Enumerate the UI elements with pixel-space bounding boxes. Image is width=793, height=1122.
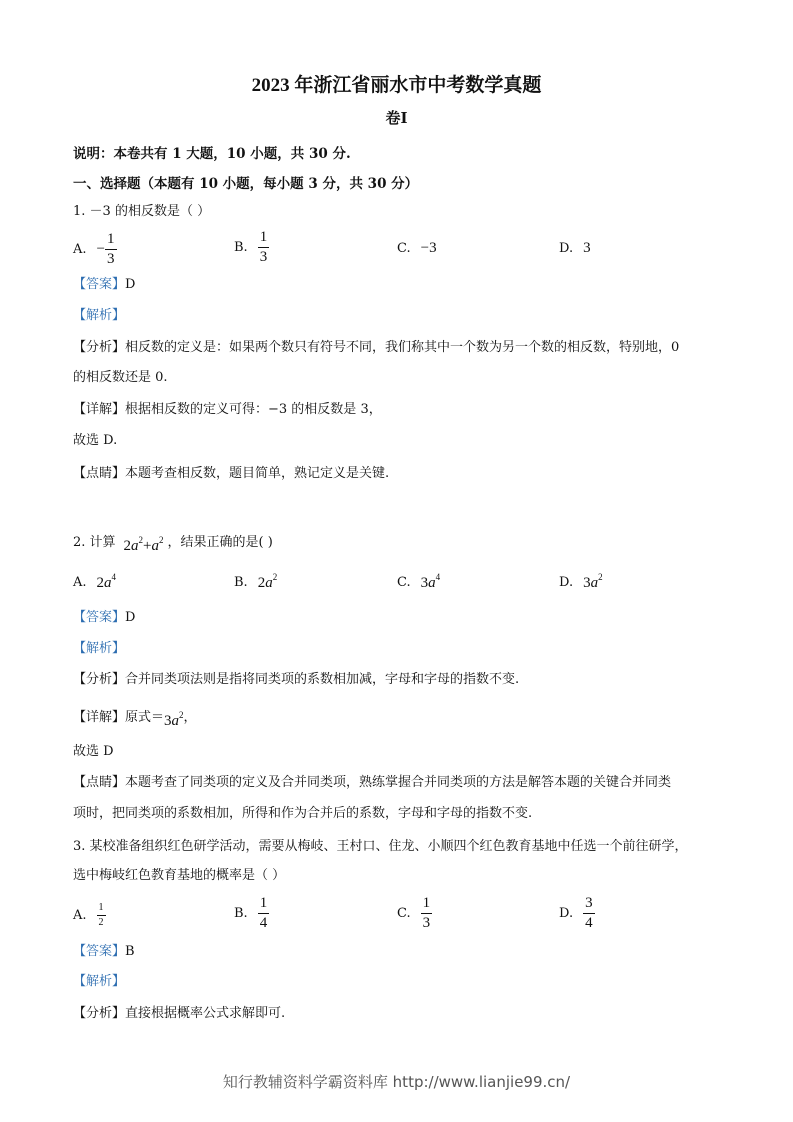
option-label: A. xyxy=(73,242,87,257)
minus-sign: − xyxy=(96,241,105,257)
numerator: 1 xyxy=(105,232,117,250)
expression xyxy=(124,531,164,555)
q3-option-b xyxy=(234,896,269,931)
fenxi-text: 直接根据概率公式求解即可. xyxy=(125,1006,286,1021)
q2-fenxi xyxy=(73,671,519,689)
xiangjie-prefix: 原式＝ xyxy=(125,710,165,725)
q2-option-b xyxy=(234,572,277,592)
exponent: 2 xyxy=(598,572,603,582)
option-value: 3 xyxy=(583,240,591,256)
numerator: 3 xyxy=(583,896,595,914)
option-label: B. xyxy=(234,240,248,255)
dianjing-tag: 【点睛】 xyxy=(73,775,126,790)
numerator: 1 xyxy=(258,230,270,248)
denominator: 4 xyxy=(259,915,268,931)
q1-stem: 1. －3 的相反数是（ ） xyxy=(73,204,211,219)
answer-value: D xyxy=(125,277,136,292)
exponent: 4 xyxy=(435,572,441,582)
q3-stem: 3. 某校准备组织红色研学活动，需要从梅岐、王村口、住龙、小顺四个红色教育基地中任选一个前往研学， xyxy=(73,839,688,854)
footer-watermark: 知行教辅资料学霸资料库 http://www.lianjie99.cn/ xyxy=(222,1073,571,1091)
denominator: 3 xyxy=(107,251,115,267)
option-label: B. xyxy=(234,906,248,921)
numerator: 1 xyxy=(97,903,106,916)
denominator: 3 xyxy=(422,915,431,931)
option-label: A. xyxy=(73,574,87,590)
xiangjie-text: 根据相反数的定义可得：−3 的相反数是 3， xyxy=(125,402,382,417)
q1-dianjing xyxy=(73,465,389,483)
coefficient: 3 xyxy=(583,575,591,591)
fraction xyxy=(258,230,270,265)
option-value: −3 xyxy=(420,240,437,256)
q2-answer xyxy=(73,609,135,627)
coefficient: 3 xyxy=(420,575,429,591)
answer-value: B xyxy=(125,944,135,959)
exponent: 2 xyxy=(179,710,184,720)
coefficient: 2 xyxy=(96,575,105,591)
page-title: 2023 年浙江省丽水市中考数学真题 xyxy=(251,75,542,96)
numerator: 1 xyxy=(421,896,433,914)
exponent: 2 xyxy=(272,572,278,582)
exponent: 4 xyxy=(111,572,117,582)
stem-prefix: 2. 计算 xyxy=(73,535,116,550)
fraction xyxy=(105,232,117,267)
q3-answer xyxy=(73,943,135,961)
paper-part-label: 卷Ⅰ xyxy=(385,109,408,127)
stem-suffix: ，结果正确的是( ) xyxy=(167,535,273,550)
q2-option-d xyxy=(559,572,603,592)
answer-tag: 【答案】 xyxy=(73,944,126,959)
q2-option-c xyxy=(397,572,440,592)
q1-option-a xyxy=(73,232,117,267)
plus-sign: + xyxy=(143,538,152,554)
denominator: 4 xyxy=(585,915,593,931)
q2-dianjing-line2: 项时，把同类项的系数相加，所得和作为合并后的系数，字母和字母的指数不变. xyxy=(73,806,533,821)
variable: a xyxy=(590,575,599,591)
coefficient: 2 xyxy=(257,575,266,591)
q2-stem xyxy=(73,531,273,555)
dianjing-text: 本题考查了同类项的定义及合并同类项，熟练掌握合并同类项的方法是解答本题的关键合并同类 xyxy=(125,775,672,790)
dianjing-text: 本题考查相反数，题目简单，熟记定义是关键. xyxy=(125,466,390,481)
fraction xyxy=(583,896,595,931)
q3-option-a xyxy=(73,903,106,928)
q3-analysis-tag: 【解析】 xyxy=(73,974,126,989)
denominator: 2 xyxy=(98,917,104,928)
option-label: D. xyxy=(559,906,574,921)
option-label: D. xyxy=(559,241,574,256)
xiangjie-tag: 【详解】 xyxy=(73,710,126,725)
answer-tag: 【答案】 xyxy=(73,277,126,292)
fenxi-text: 相反数的定义是：如果两个数只有符号不同，我们称其中一个数为另一个数的相反数，特别地，0 xyxy=(125,340,680,355)
q1-conclusion: 故选 D. xyxy=(73,433,118,448)
numerator: 1 xyxy=(258,896,270,914)
xiangjie-tag: 【详解】 xyxy=(73,402,126,417)
option-label: C. xyxy=(397,574,411,590)
answer-value: D xyxy=(125,610,136,625)
q1-xiangjie xyxy=(73,401,382,419)
fenxi-tag: 【分析】 xyxy=(73,340,126,355)
variable: a xyxy=(428,575,436,591)
fraction xyxy=(97,903,106,928)
q2-analysis-tag: 【解析】 xyxy=(73,641,126,656)
q1-option-d xyxy=(559,240,591,257)
q3-option-c xyxy=(397,896,432,931)
instructions: 说明：本卷共有 1 大题，10 小题，共 30 分. xyxy=(73,146,351,162)
q2-option-a xyxy=(73,572,116,592)
fenxi-text: 合并同类项法则是指将同类项的系数相加减，字母和字母的指数不变. xyxy=(125,672,520,687)
q1-fenxi xyxy=(73,339,679,357)
answer-tag: 【答案】 xyxy=(73,610,126,625)
q3-option-d xyxy=(559,896,595,931)
q3-fenxi xyxy=(73,1005,285,1023)
coefficient: 2 xyxy=(123,538,132,554)
denominator: 3 xyxy=(259,249,268,265)
variable: a xyxy=(131,538,139,554)
q1-option-b xyxy=(234,230,269,265)
dianjing-tag: 【点睛】 xyxy=(73,466,126,481)
q2-dianjing xyxy=(73,774,671,792)
fraction xyxy=(421,896,433,931)
section-heading: 一、选择题（本题有 10 小题，每小题 3 分，共 30 分） xyxy=(73,176,419,192)
q1-option-c xyxy=(397,240,437,257)
variable: a xyxy=(151,538,160,554)
fraction xyxy=(258,896,270,931)
q2-conclusion: 故选 D xyxy=(73,744,114,759)
coefficient: 3 xyxy=(164,713,172,729)
exponent: 2 xyxy=(159,535,164,545)
exponent: 2 xyxy=(138,535,144,545)
fenxi-tag: 【分析】 xyxy=(73,672,126,687)
option-label: B. xyxy=(234,574,248,590)
q1-analysis-tag: 【解析】 xyxy=(73,308,126,323)
variable: a xyxy=(104,575,112,591)
fenxi-tag: 【分析】 xyxy=(73,1006,126,1021)
variable: a xyxy=(171,713,180,729)
variable: a xyxy=(265,575,273,591)
q1-answer xyxy=(73,276,135,294)
option-label: C. xyxy=(397,906,411,921)
q3-stem-line2: 选中梅岐红色教育基地的概率是（ ） xyxy=(73,868,286,883)
option-label: A. xyxy=(73,908,87,923)
q2-xiangjie xyxy=(73,706,197,730)
q1-fenxi-line2: 的相反数还是 0. xyxy=(73,370,168,385)
option-label: D. xyxy=(559,574,574,590)
xiangjie-suffix: ， xyxy=(183,710,197,725)
option-label: C. xyxy=(397,241,411,256)
